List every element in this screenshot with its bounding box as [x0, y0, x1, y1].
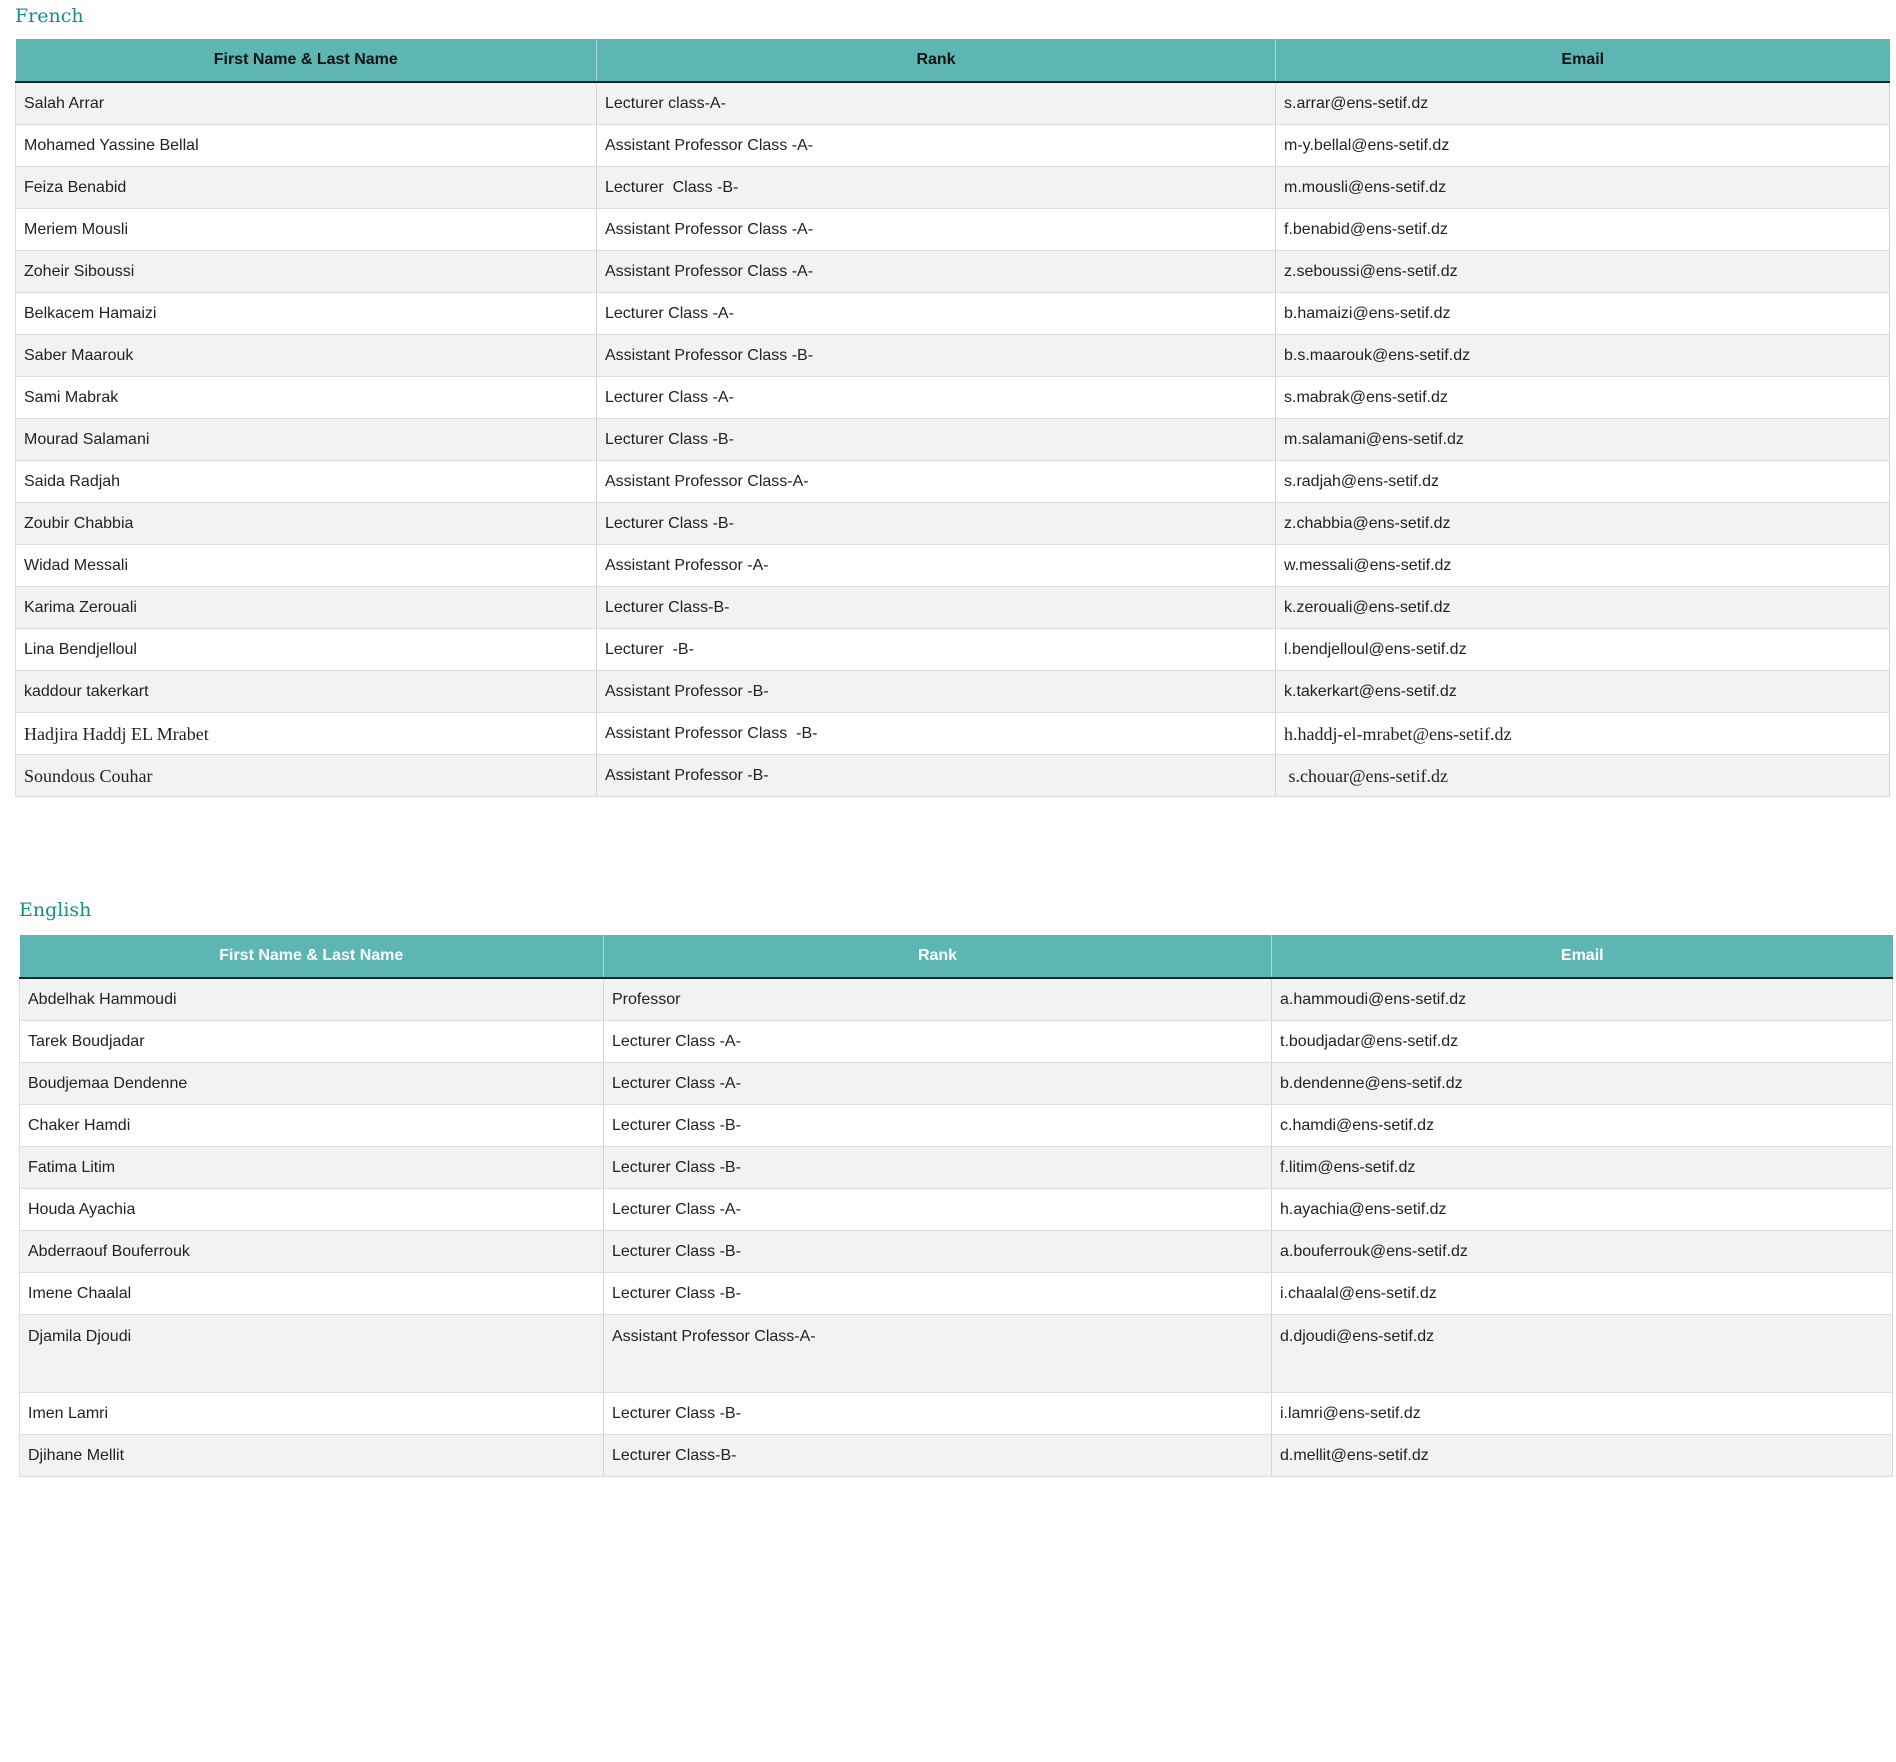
name-cell: Meriem Mousli — [16, 209, 597, 251]
email-cell: d.mellit@ens-setif.dz — [1272, 1435, 1893, 1477]
name-cell: Boudjemaa Dendenne — [20, 1063, 604, 1105]
name-cell: Houda Ayachia — [20, 1189, 604, 1231]
email-cell: l.bendjelloul@ens-setif.dz — [1276, 629, 1890, 671]
rank-cell: Lecturer Class -B- — [604, 1105, 1272, 1147]
table-row — [20, 1435, 1893, 1477]
table-row — [16, 671, 1890, 713]
table-row — [16, 82, 1890, 125]
rank-cell: Assistant Professor Class -A- — [597, 251, 1276, 293]
column-header-email: Email — [1272, 935, 1893, 978]
table-header-row — [16, 39, 1890, 82]
email-cell: z.chabbia@ens-setif.dz — [1276, 503, 1890, 545]
rank-cell: Assistant Professor Class -A- — [597, 125, 1276, 167]
table-row — [20, 1147, 1893, 1189]
rank-cell: Lecturer Class-B- — [597, 587, 1276, 629]
email-cell: f.litim@ens-setif.dz — [1272, 1147, 1893, 1189]
column-header-name: First Name & Last Name — [20, 935, 604, 978]
name-cell: Fatima Litim — [20, 1147, 604, 1189]
column-header-email: Email — [1276, 39, 1890, 82]
name-cell: Salah Arrar — [16, 82, 597, 125]
table-row — [20, 1393, 1893, 1435]
email-cell: i.lamri@ens-setif.dz — [1272, 1393, 1893, 1435]
table-row — [16, 335, 1890, 377]
rank-cell: Professor — [604, 978, 1272, 1021]
name-cell: Saida Radjah — [16, 461, 597, 503]
rank-cell: Lecturer Class -B- — [604, 1393, 1272, 1435]
table-row — [20, 978, 1893, 1021]
email-cell: h.ayachia@ens-setif.dz — [1272, 1189, 1893, 1231]
rank-cell: Lecturer Class -A- — [597, 377, 1276, 419]
table-row — [16, 377, 1890, 419]
french-section-title: French — [15, 5, 84, 27]
name-cell: Abderraouf Bouferrouk — [20, 1231, 604, 1273]
rank-cell: Lecturer Class-B- — [604, 1435, 1272, 1477]
email-cell: z.seboussi@ens-setif.dz — [1276, 251, 1890, 293]
english-staff-table — [19, 935, 1893, 1477]
table-row — [16, 629, 1890, 671]
email-cell: a.hammoudi@ens-setif.dz — [1272, 978, 1893, 1021]
rank-cell: Assistant Professor Class-A- — [604, 1315, 1272, 1393]
rank-cell: Assistant Professor Class -A- — [597, 209, 1276, 251]
table-row — [16, 125, 1890, 167]
table-row — [20, 1105, 1893, 1147]
email-cell: b.dendenne@ens-setif.dz — [1272, 1063, 1893, 1105]
table-row — [16, 461, 1890, 503]
name-cell: Hadjira Haddj EL Mrabet — [16, 713, 597, 755]
email-cell: f.benabid@ens-setif.dz — [1276, 209, 1890, 251]
name-cell: Imen Lamri — [20, 1393, 604, 1435]
table-row — [16, 503, 1890, 545]
rank-cell: Assistant Professor -B- — [597, 671, 1276, 713]
rank-cell: Assistant Professor -B- — [597, 755, 1276, 797]
name-cell: Imene Chaalal — [20, 1273, 604, 1315]
rank-cell: Assistant Professor -A- — [597, 545, 1276, 587]
name-cell: kaddour takerkart — [16, 671, 597, 713]
english-section-title: English — [19, 899, 92, 921]
email-cell: m-y.bellal@ens-setif.dz — [1276, 125, 1890, 167]
email-cell: d.djoudi@ens-setif.dz — [1272, 1315, 1893, 1393]
table-row — [16, 755, 1890, 797]
rank-cell: Lecturer Class -A- — [604, 1021, 1272, 1063]
email-cell: w.messali@ens-setif.dz — [1276, 545, 1890, 587]
name-cell: Sami Mabrak — [16, 377, 597, 419]
email-cell: h.haddj-el-mrabet@ens-setif.dz — [1276, 713, 1890, 755]
table-row — [16, 419, 1890, 461]
rank-cell: Lecturer Class -B- — [597, 503, 1276, 545]
name-cell: Abdelhak Hammoudi — [20, 978, 604, 1021]
email-cell: s.radjah@ens-setif.dz — [1276, 461, 1890, 503]
table-row — [20, 1273, 1893, 1315]
name-cell: Mourad Salamani — [16, 419, 597, 461]
table-row — [16, 587, 1890, 629]
name-cell: Karima Zerouali — [16, 587, 597, 629]
french-staff-table — [15, 39, 1890, 797]
rank-cell: Lecturer Class -B- — [597, 167, 1276, 209]
name-cell: Djihane Mellit — [20, 1435, 604, 1477]
email-cell: s.chouar@ens-setif.dz — [1276, 755, 1890, 797]
name-cell: Chaker Hamdi — [20, 1105, 604, 1147]
email-cell: k.zerouali@ens-setif.dz — [1276, 587, 1890, 629]
rank-cell: Lecturer Class -B- — [604, 1273, 1272, 1315]
name-cell: Belkacem Hamaizi — [16, 293, 597, 335]
rank-cell: Assistant Professor Class -B- — [597, 713, 1276, 755]
column-header-name: First Name & Last Name — [16, 39, 597, 82]
rank-cell: Assistant Professor Class-A- — [597, 461, 1276, 503]
column-header-rank: Rank — [597, 39, 1276, 82]
name-cell: Zoheir Siboussi — [16, 251, 597, 293]
column-header-rank: Rank — [604, 935, 1272, 978]
table-row — [16, 713, 1890, 755]
table-row — [20, 1021, 1893, 1063]
name-cell: Lina Bendjelloul — [16, 629, 597, 671]
email-cell: s.arrar@ens-setif.dz — [1276, 82, 1890, 125]
email-cell: a.bouferrouk@ens-setif.dz — [1272, 1231, 1893, 1273]
table-row — [16, 209, 1890, 251]
email-cell: s.mabrak@ens-setif.dz — [1276, 377, 1890, 419]
rank-cell: Lecturer Class -A- — [604, 1189, 1272, 1231]
email-cell: t.boudjadar@ens-setif.dz — [1272, 1021, 1893, 1063]
table-row — [16, 251, 1890, 293]
email-cell: m.mousli@ens-setif.dz — [1276, 167, 1890, 209]
table-row — [20, 1315, 1893, 1393]
name-cell: Widad Messali — [16, 545, 597, 587]
name-cell: Soundous Couhar — [16, 755, 597, 797]
rank-cell: Lecturer Class -A- — [597, 293, 1276, 335]
name-cell: Djamila Djoudi — [20, 1315, 604, 1393]
table-row — [20, 1063, 1893, 1105]
table-header-row — [20, 935, 1893, 978]
name-cell: Zoubir Chabbia — [16, 503, 597, 545]
rank-cell: Lecturer Class -B- — [597, 419, 1276, 461]
rank-cell: Lecturer Class -A- — [604, 1063, 1272, 1105]
email-cell: k.takerkart@ens-setif.dz — [1276, 671, 1890, 713]
rank-cell: Lecturer Class -B- — [604, 1147, 1272, 1189]
rank-cell: Assistant Professor Class -B- — [597, 335, 1276, 377]
table-row — [20, 1231, 1893, 1273]
email-cell: c.hamdi@ens-setif.dz — [1272, 1105, 1893, 1147]
email-cell: b.s.maarouk@ens-setif.dz — [1276, 335, 1890, 377]
name-cell: Feiza Benabid — [16, 167, 597, 209]
rank-cell: Lecturer Class -B- — [604, 1231, 1272, 1273]
email-cell: b.hamaizi@ens-setif.dz — [1276, 293, 1890, 335]
table-row — [20, 1189, 1893, 1231]
rank-cell: Lecturer class-A- — [597, 82, 1276, 125]
name-cell: Mohamed Yassine Bellal — [16, 125, 597, 167]
email-cell: i.chaalal@ens-setif.dz — [1272, 1273, 1893, 1315]
name-cell: Saber Maarouk — [16, 335, 597, 377]
table-row — [16, 167, 1890, 209]
table-row — [16, 293, 1890, 335]
table-row — [16, 545, 1890, 587]
rank-cell: Lecturer -B- — [597, 629, 1276, 671]
email-cell: m.salamani@ens-setif.dz — [1276, 419, 1890, 461]
name-cell: Tarek Boudjadar — [20, 1021, 604, 1063]
